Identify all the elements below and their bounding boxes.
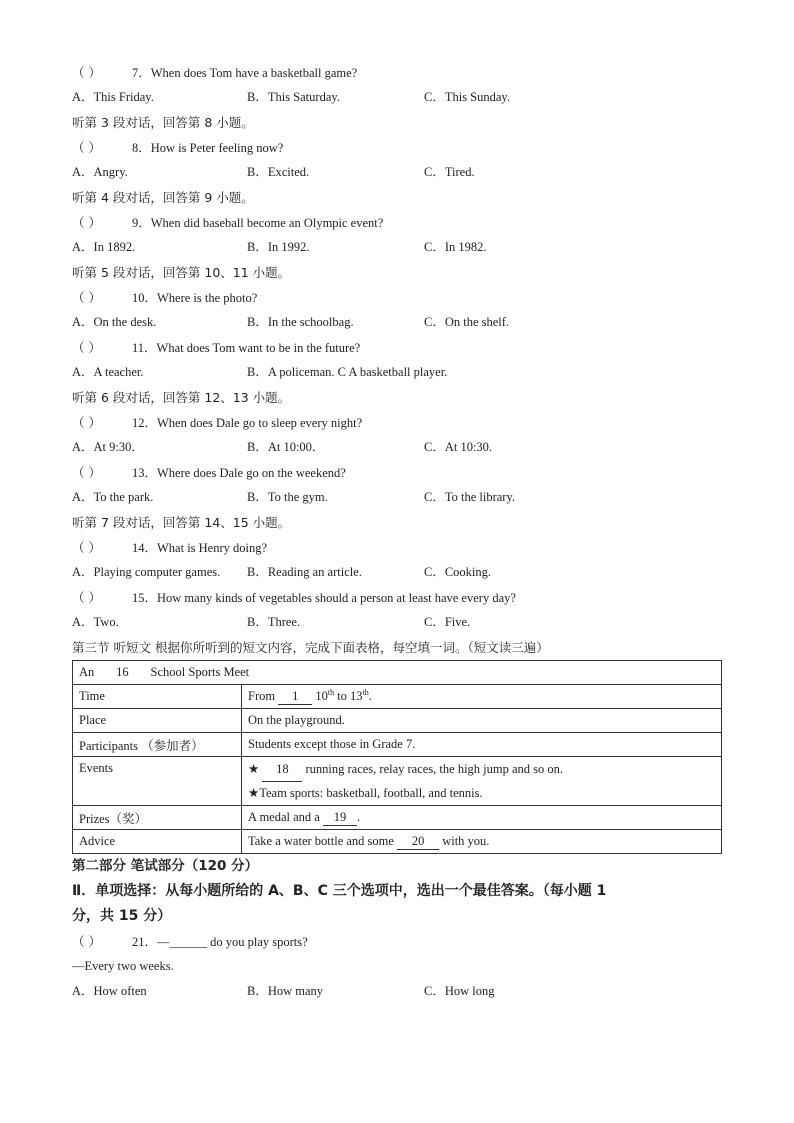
table-row-events: [73, 757, 722, 806]
option-a: A．On the desk.: [72, 315, 157, 329]
option-c: C．On the shelf.: [424, 315, 510, 329]
time-10: 10: [315, 689, 328, 704]
option-b-c: B．A policeman. C A basketball player.: [247, 365, 448, 379]
blank-20: 20: [397, 834, 439, 850]
option-a: A．How often: [72, 984, 147, 998]
row-label: Place: [73, 709, 242, 733]
answer-paren: （ ）: [72, 140, 101, 155]
question-stem: 7．When does Tom have a basketball game?: [132, 66, 358, 80]
question-11-options: [72, 360, 722, 385]
row-value: On the playground.: [242, 709, 722, 733]
option-c: C．This Sunday.: [424, 90, 510, 104]
section-2-instruction-line-2: 分，共 15 分）: [72, 908, 172, 924]
option-a: A．To the park.: [72, 490, 154, 504]
option-c: C．Five.: [424, 615, 471, 629]
question-stem: 9．When did baseball become an Olympic event?: [132, 216, 384, 230]
option-a: A．Two.: [72, 615, 119, 629]
table-header-row: [73, 661, 722, 685]
question-stem: 13．Where does Dale go on the weekend?: [132, 466, 346, 480]
row-label: Participants （参加者）: [73, 733, 242, 757]
table-row-place: [73, 709, 722, 733]
question-15: [72, 585, 722, 610]
option-a: A．At 9:30．: [72, 440, 144, 454]
answer-paren: （ ）: [72, 215, 101, 230]
option-c: C．In 1982.: [424, 240, 487, 254]
answer-paren: （ ）: [72, 934, 101, 949]
option-a: A．In 1892.: [72, 240, 136, 254]
events-text-1: running races, relay races, the high jump and so on.: [302, 762, 564, 776]
question-21: [72, 929, 722, 954]
question-8-options: [72, 160, 722, 185]
time-to: to 13: [334, 689, 363, 704]
time-from: From: [248, 689, 276, 704]
row-value: [242, 685, 722, 709]
table-row-prizes: [73, 806, 722, 830]
sup-th: th: [327, 687, 335, 697]
option-b: B．Excited.: [247, 165, 310, 179]
events-line-2: ★Team sports: basketball, football, and tennis.: [248, 786, 483, 800]
question-12: [72, 410, 722, 435]
option-c: C．To the library.: [424, 490, 516, 504]
advice-end: with you.: [439, 833, 490, 848]
row-label: Time: [73, 685, 242, 709]
question-stem: 14．What is Henry doing?: [132, 541, 268, 555]
table-header: [73, 661, 722, 685]
section-instruction-5: 听第 5 段对话，回答第 10、11 小题。: [72, 265, 291, 280]
row-label: Events: [73, 757, 242, 806]
option-b: B．Reading an article.: [247, 565, 362, 579]
events-line-1: [248, 757, 715, 781]
answer-paren: （ ）: [72, 290, 101, 305]
option-a: A．Angry.: [72, 165, 128, 179]
row-value: [242, 757, 722, 806]
option-a: A．A teacher.: [72, 365, 144, 379]
option-b: B．To the gym.: [247, 490, 328, 504]
question-stem: 15．How many kinds of vegetables should a person at least have every day?: [132, 591, 516, 605]
section-2-instruction-line-1: Ⅱ．单项选择：从每小题所给的 A、B、C 三个选项中，选出一个最佳答案。（每小题 1: [72, 883, 607, 899]
answer-paren: （ ）: [72, 590, 101, 605]
option-b: B．In the schoolbag.: [247, 315, 354, 329]
question-stem: 10．Where is the photo?: [132, 291, 258, 305]
prizes-text: A medal and a: [248, 809, 323, 824]
option-b: B．How many: [247, 984, 324, 998]
section-instruction-4: 听第 4 段对话，回答第 9 小题。: [72, 190, 254, 205]
answer-paren: （ ）: [72, 340, 101, 355]
sports-meet-table: [72, 660, 722, 854]
answer-paren: （ ）: [72, 465, 101, 480]
question-stem: 11．What does Tom want to be in the future?: [132, 341, 361, 355]
option-b: B．Three.: [247, 615, 301, 629]
part2-title: 第二部分 笔试部分（120 分）: [72, 858, 259, 874]
row-value: Students except those in Grade 7.: [242, 733, 722, 757]
question-15-options: [72, 610, 722, 635]
table-row-advice: [73, 830, 722, 854]
row-label: Advice: [73, 830, 242, 854]
option-b: B．This Saturday.: [247, 90, 340, 104]
row-value: [242, 806, 722, 830]
blank-18: 18: [262, 757, 302, 782]
question-10: [72, 285, 722, 310]
time-end: .: [368, 689, 372, 704]
option-c: C．Cooking.: [424, 565, 492, 579]
blank-19: 19: [323, 810, 357, 826]
blank-1: 1: [278, 689, 312, 705]
advice-text: Take a water bottle and some: [248, 833, 398, 848]
question-7: [72, 60, 722, 85]
prizes-end: .: [356, 809, 361, 824]
question-14-options: [72, 560, 722, 585]
question-14: [72, 535, 722, 560]
sup-th: th: [362, 687, 369, 697]
header-an: An: [79, 665, 95, 679]
answer-paren: （ ）: [72, 65, 101, 80]
question-stem: 8．How is Peter feeling now?: [132, 141, 284, 155]
section-instruction-3: 听第 3 段对话，回答第 8 小题。: [72, 115, 254, 130]
question-13: [72, 460, 722, 485]
option-c: C．At 10:30.: [424, 440, 493, 454]
option-a: A．This Friday.: [72, 90, 154, 104]
table-row-time: [73, 685, 722, 709]
question-stem: 12．When does Dale go to sleep every night?: [132, 416, 363, 430]
section-instruction-6: 听第 6 段对话，回答第 12、13 小题。: [72, 390, 291, 405]
option-b: B．In 1992.: [247, 240, 310, 254]
table-row-participants: [73, 733, 722, 757]
header-title: School Sports Meet: [150, 665, 250, 679]
option-c: C．How long: [424, 984, 495, 998]
question-21-reply: —Every two weeks.: [72, 959, 174, 973]
star-icon: ★: [248, 762, 260, 776]
option-b: B．At 10:00．: [247, 440, 325, 454]
header-blank-16: 16: [116, 665, 129, 679]
question-stem: 21．—______ do you play sports?: [132, 935, 308, 949]
question-11: [72, 335, 722, 360]
question-12-options: [72, 435, 722, 460]
question-10-options: [72, 310, 722, 335]
answer-paren: （ ）: [72, 540, 101, 555]
part3-title: 第三节 听短文 根据你所听到的短文内容，完成下面表格，每空填一词。（短文读三遍）: [72, 640, 549, 655]
question-9-options: [72, 235, 722, 260]
row-label: Prizes（奖）: [73, 806, 242, 830]
question-13-options: [72, 485, 722, 510]
option-a: A．Playing computer games.: [72, 565, 221, 579]
option-c: C．Tired.: [424, 165, 475, 179]
question-7-options: [72, 85, 722, 110]
question-8: [72, 135, 722, 160]
question-21-options: [72, 979, 722, 1004]
row-value: [242, 830, 722, 854]
answer-paren: （ ）: [72, 415, 101, 430]
exam-page: [72, 60, 722, 1004]
section-instruction-7: 听第 7 段对话，回答第 14、15 小题。: [72, 515, 291, 530]
question-9: [72, 210, 722, 235]
